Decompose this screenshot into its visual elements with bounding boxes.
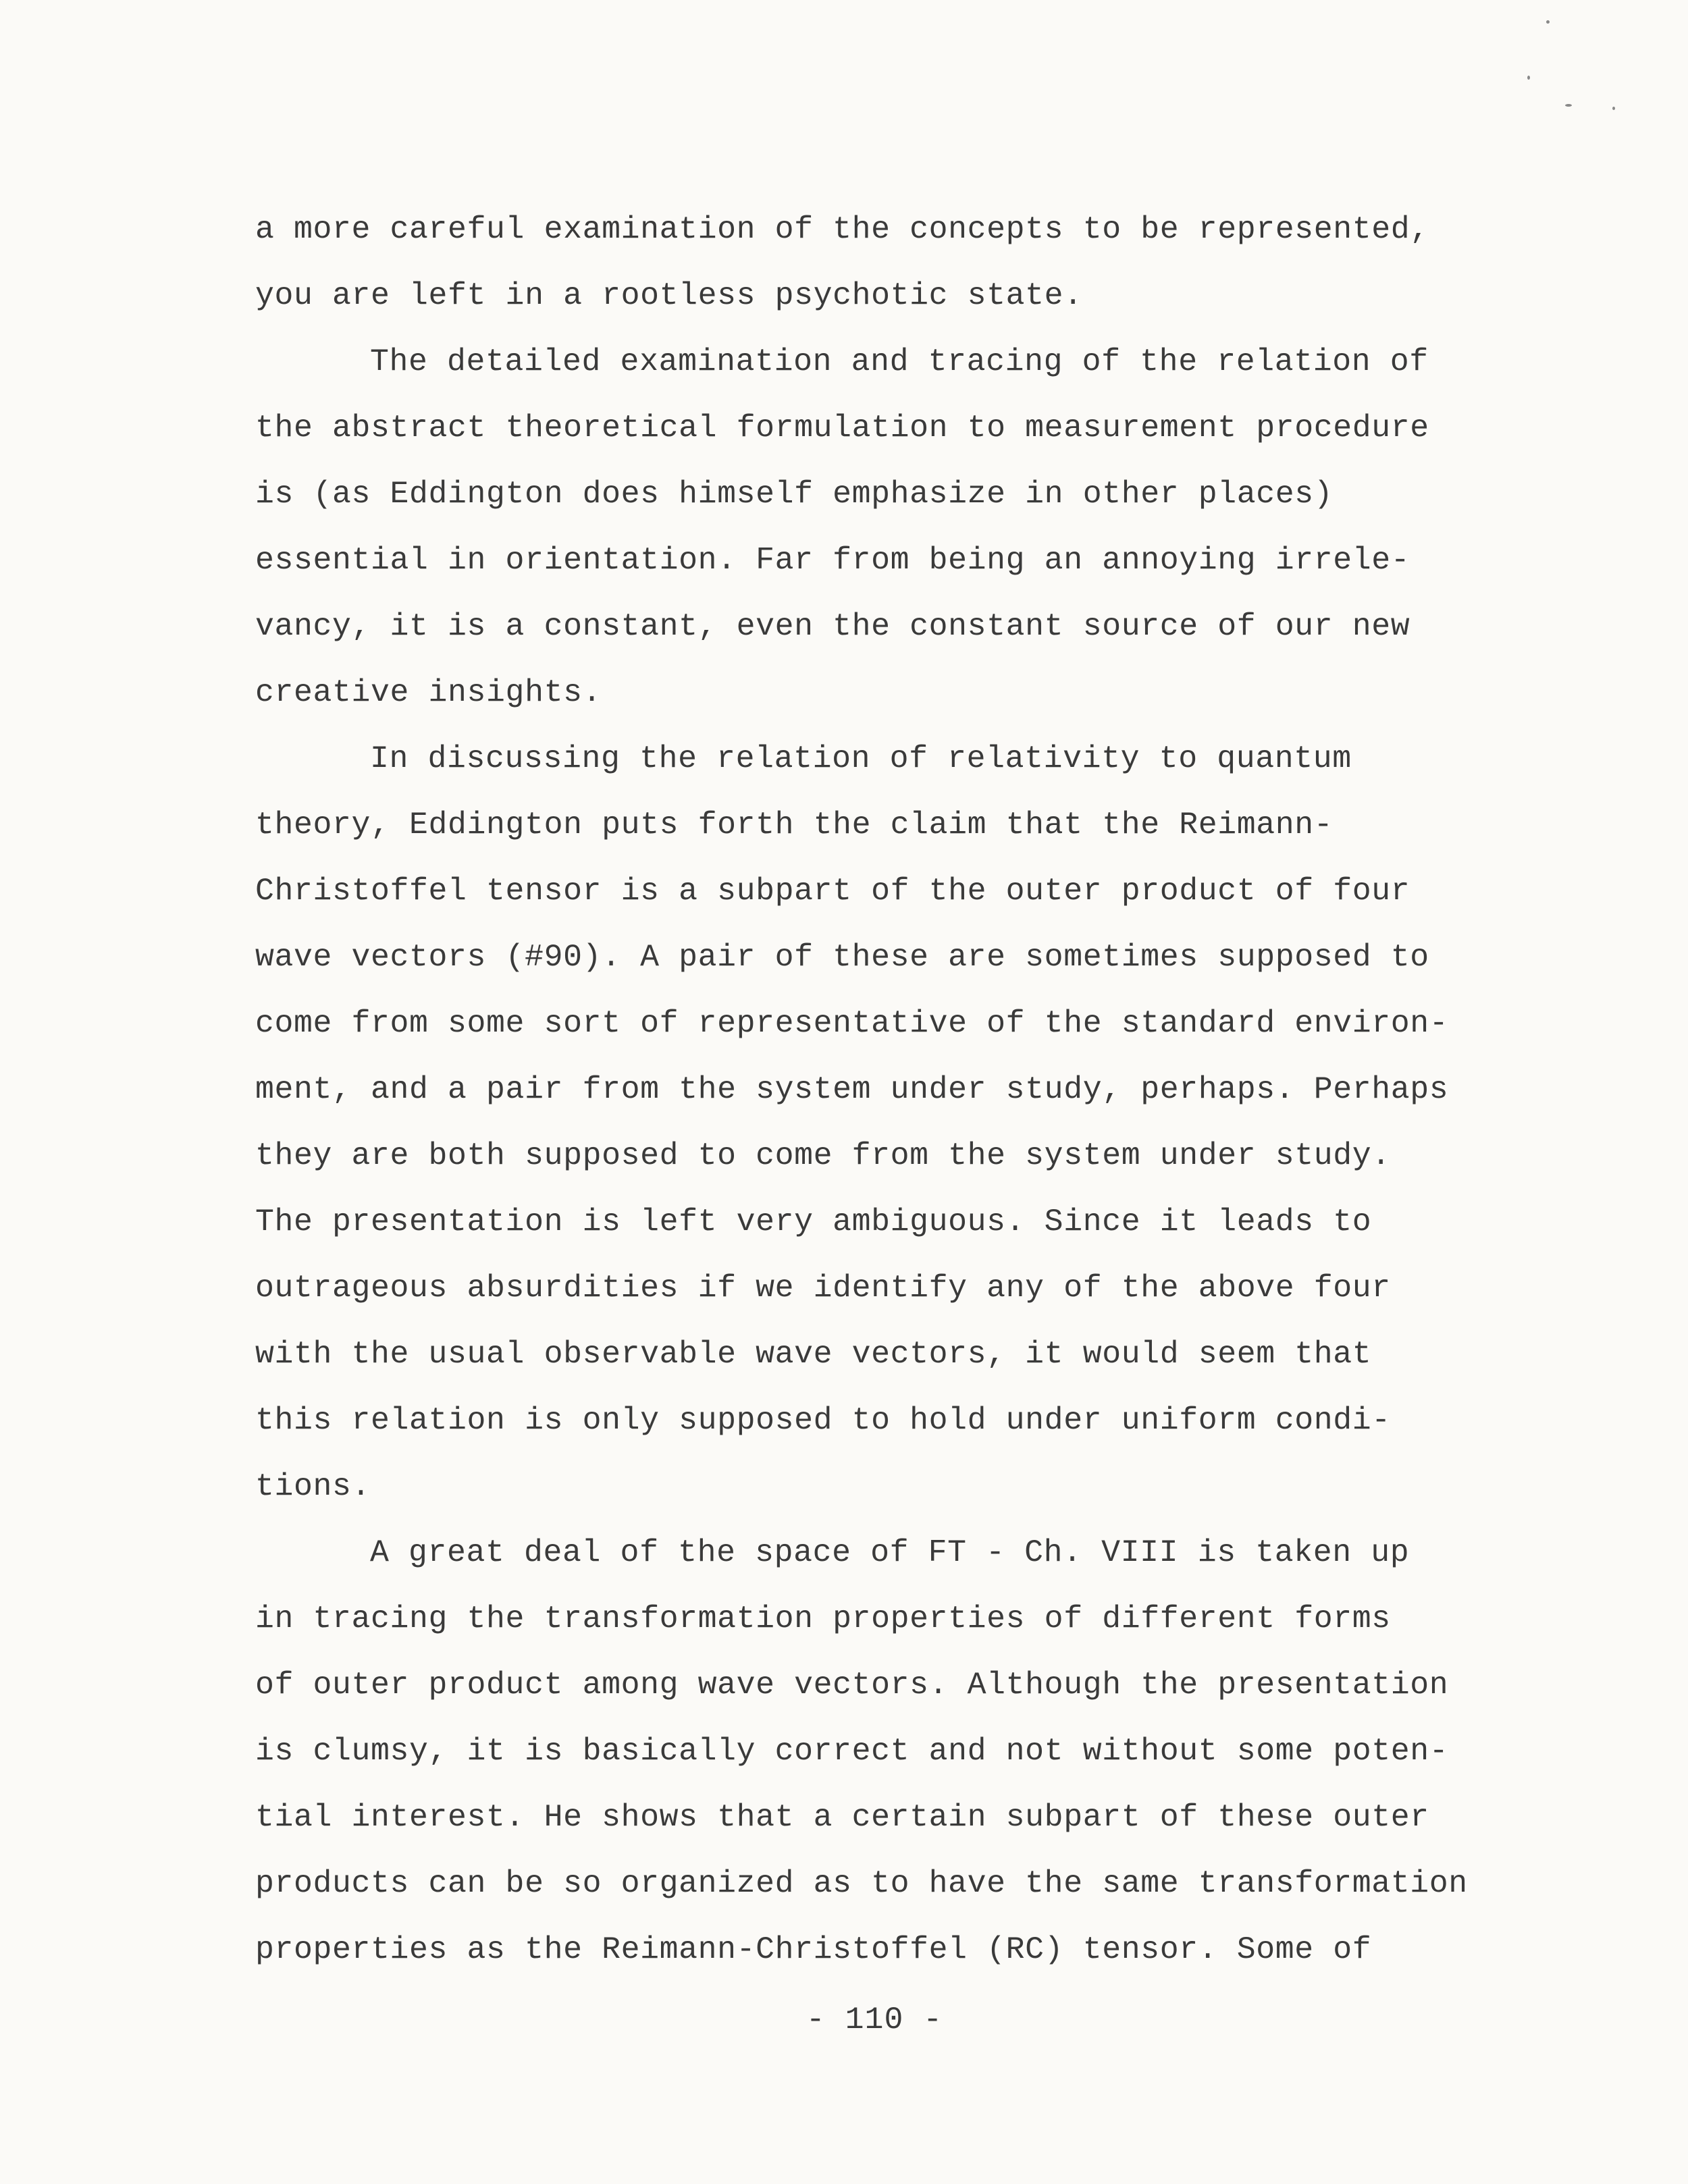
text-line: tial interest. He shows that a certain subpart of these outer — [255, 1799, 1429, 1835]
text-line: they are both supposed to come from the system under study. — [255, 1138, 1391, 1173]
text-line: essential in orientation. Far from being an annoying irrele- — [255, 542, 1410, 578]
paper-speck — [1612, 107, 1615, 110]
text-line: is clumsy, it is basically correct and not without some poten- — [255, 1733, 1449, 1769]
text-line: of outer product among wave vectors. Although the presentation — [255, 1667, 1449, 1703]
text-line: Christoffel tensor is a subpart of the outer product of four — [255, 873, 1410, 909]
text-line: is (as Eddington does himself emphasize in other places) — [255, 476, 1334, 512]
text-line: vancy, it is a constant, even the constant source of our new — [255, 608, 1410, 644]
text-line: in tracing the transformation properties of different forms — [255, 1601, 1391, 1636]
paper-speck — [1565, 104, 1572, 107]
text-line: wave vectors (#90). A pair of these are sometimes supposed to — [255, 939, 1429, 975]
text-line: a more careful examination of the concepts to be represented, — [255, 211, 1429, 247]
text-line: tions. — [255, 1468, 371, 1504]
text-line: with the usual observable wave vectors, it would seem that — [255, 1336, 1372, 1372]
text-line: outrageous absurdities if we identify any of the above four — [255, 1270, 1391, 1306]
text-line: In discussing the relation of relativity to quantum — [370, 741, 1352, 776]
text-line: creative insights. — [255, 674, 602, 710]
text-line: you are left in a rootless psychotic state. — [255, 277, 1083, 313]
text-line: The presentation is left very ambiguous. Since it leads to — [255, 1204, 1372, 1240]
text-line: this relation is only supposed to hold under uniform condi- — [255, 1402, 1391, 1438]
paper-speck — [1546, 20, 1550, 24]
text-line: the abstract theoretical formulation to measurement procedure — [255, 410, 1429, 446]
page-number: - 110 - — [806, 2002, 943, 2037]
text-line: ment, and a pair from the system under study, perhaps. Perhaps — [255, 1071, 1449, 1107]
paper-speck — [1527, 76, 1530, 80]
text-line: properties as the Reimann-Christoffel (RC) tensor. Some of — [255, 1932, 1372, 1967]
text-line: The detailed examination and tracing of the relation of — [370, 344, 1429, 379]
text-line: theory, Eddington puts forth the claim that the Reimann- — [255, 807, 1334, 843]
text-line: A great deal of the space of FT - Ch. VIII is taken up — [370, 1535, 1410, 1570]
body-text — [255, 203, 1525, 1989]
text-line: come from some sort of representative of the standard environ- — [255, 1005, 1449, 1041]
text-line: products can be so organized as to have the same transformation — [255, 1865, 1468, 1901]
